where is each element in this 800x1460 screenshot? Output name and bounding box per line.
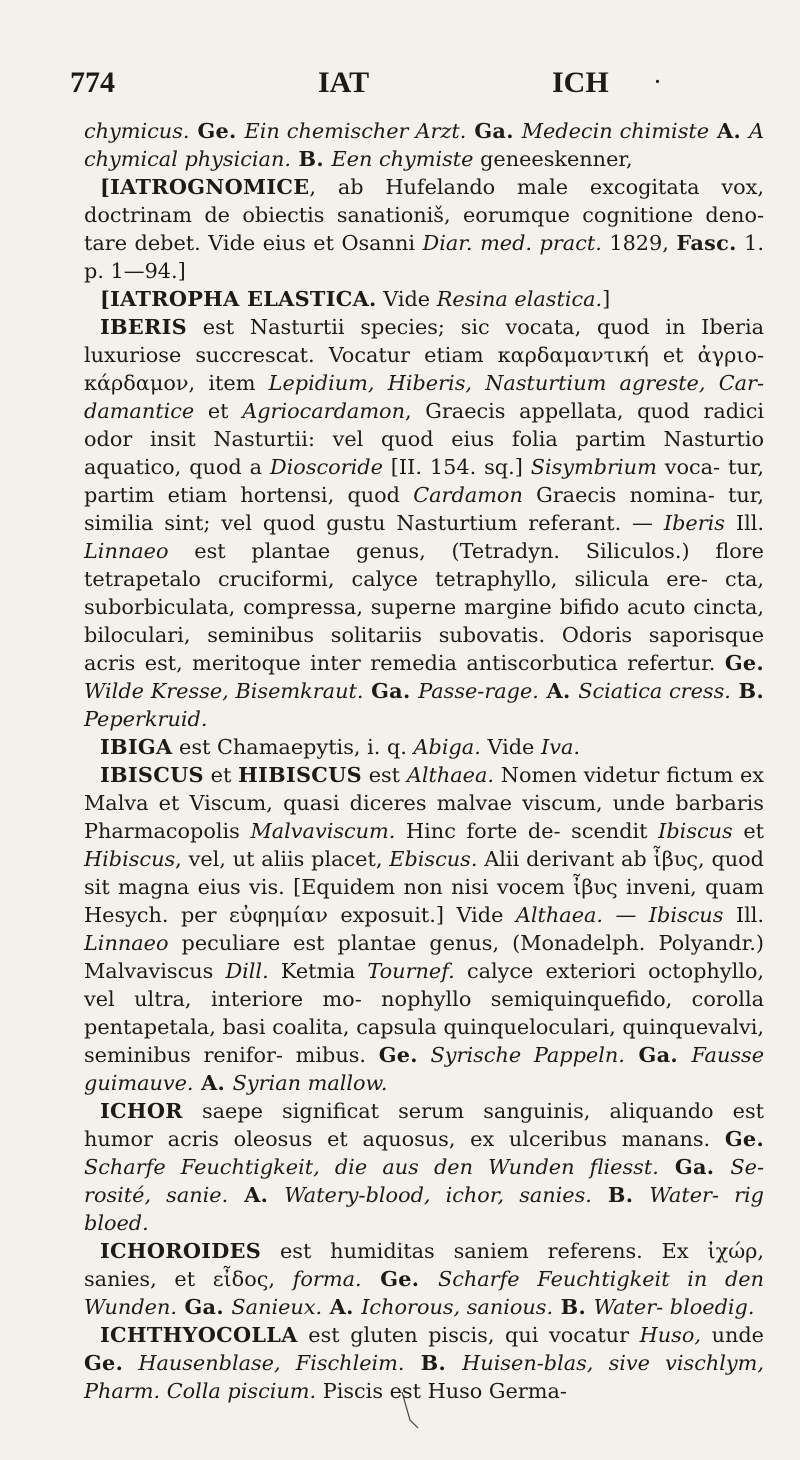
entry-text: Hinc forte de- scendit	[395, 819, 659, 843]
bottom-margin-mark	[400, 1390, 420, 1430]
entry-text: Linnaeo	[84, 539, 169, 563]
entry-text: Dioscoride	[269, 455, 383, 479]
entry-text: B.	[591, 1182, 650, 1207]
entry-text: Lepidium, Hiberis, Nasturtium agreste, Car- damantice	[84, 371, 764, 423]
entry-text: 1829,	[601, 231, 677, 255]
dictionary-entry	[84, 1097, 764, 1237]
entry-text: [II. 154. sq.]	[382, 455, 531, 479]
entry-text: Sciatica cress.	[578, 679, 731, 703]
entry-text: Een chymiste	[331, 147, 474, 171]
entry-text: est Chamaepytis, i. q.	[172, 735, 414, 759]
entry-text: , ab Hufelando male excogitata vox, doctrinam de obiectis sanationiš, eorumque cognitione deno- tare debet. Vide eius et Osanni	[84, 175, 764, 255]
entry-headword: ICHOR	[100, 1098, 183, 1123]
entry-text: Althaea.	[515, 903, 604, 927]
entry-text: B.	[290, 146, 332, 171]
entry-text: Ga.	[363, 678, 419, 703]
entry-text: Ichorous, sanious.	[361, 1295, 554, 1319]
entry-text: A.	[709, 118, 749, 143]
right-guide-word: ICH	[552, 66, 609, 99]
entry-text: et	[732, 819, 765, 843]
entry-text: Passe-rage.	[418, 679, 539, 703]
entry-text: A.	[228, 1182, 285, 1207]
entry-text: Abiga.	[413, 735, 481, 759]
entry-text: Scharfe Feuchtigkeit, die aus den Wunden fliesst.	[84, 1155, 659, 1179]
page-number: 774	[70, 66, 115, 99]
entry-headword: [IATROGNOMICE	[100, 174, 310, 199]
entry-text: unde	[700, 1323, 764, 1347]
entry-text: Ill.	[724, 511, 764, 535]
entry-text: Agriocardamon	[242, 399, 405, 423]
entry-text: Nomen videtur fictum ex Malva et Viscum, quasi diceres malvae viscum, unde barbaris Pharmacopolis	[84, 763, 765, 843]
entry-text: Scharfe Feuchtigkeit in den Wunden.	[84, 1267, 764, 1319]
entry-text: Water- rig bloed.	[84, 1183, 764, 1235]
entry-text	[418, 1043, 431, 1067]
entry-headword: IBIGA	[100, 734, 173, 759]
entry-text: Syrian mallow.	[232, 1071, 388, 1095]
entry-text: Ibiscus	[648, 903, 724, 927]
entry-text: Vide	[376, 287, 437, 311]
entry-text: B.	[553, 1294, 594, 1319]
entry-text: est gluten piscis, qui vocatur	[297, 1323, 640, 1347]
dictionary-entry	[84, 313, 764, 733]
entry-text: Ketmia	[268, 959, 368, 983]
entry-headword: HIBISCUS	[238, 762, 362, 787]
entry-text: A chymical physician.	[84, 119, 764, 171]
dictionary-entry	[84, 285, 764, 313]
entry-text: Piscis est Huso Germa-	[316, 1379, 567, 1403]
entry-text: Ge.	[724, 650, 764, 675]
entry-text: Iberis	[663, 511, 725, 535]
entry-text: et	[203, 763, 239, 787]
entry-text: B.	[404, 1350, 463, 1375]
entry-text: Vide	[480, 735, 541, 759]
entry-text: 1. p. 1—94.]	[84, 231, 764, 283]
dictionary-entry	[84, 1321, 764, 1405]
entry-text: Huso,	[639, 1323, 701, 1347]
entry-text: Hibiscus	[84, 847, 176, 871]
dictionary-text-column	[84, 117, 764, 1405]
dictionary-entry	[84, 117, 764, 173]
entry-text: est humiditas saniem referens. Ex ἰχώρ, sanies, et εἶδος,	[84, 1239, 764, 1291]
entry-text: Ge.	[189, 118, 245, 143]
entry-text: A.	[538, 678, 579, 703]
entry-text: Resina elastica.	[436, 287, 603, 311]
entry-text: saepe significat serum sanguinis, aliquando est humor acris oleosus et aquosus, ex ulceribus manans.	[84, 1099, 764, 1151]
entry-text: Se- rosité, sanie.	[84, 1155, 764, 1207]
entry-text: Cardamon	[413, 483, 523, 507]
entry-text: geneeskenner,	[473, 147, 633, 171]
entry-text: Hausenblase, Fischleim.	[138, 1351, 405, 1375]
entry-text: chymicus.	[84, 119, 190, 143]
entry-text: Ibiscus	[658, 819, 733, 843]
entry-text: Sanieux.	[231, 1295, 323, 1319]
entry-text: ]	[602, 287, 611, 311]
entry-text: Peperkruid.	[84, 707, 208, 731]
entry-text: Malvaviscum.	[250, 819, 396, 843]
entry-text: Medecin chimiste	[521, 119, 710, 143]
entry-text: Alii derivant ab ἶβυς, quod sit magna eius vis. [Equidem non nisi vocem ἶβυς inveni, quam Hesych. per εὐφημίαν exposuit.] Vide	[84, 847, 764, 927]
entry-text: Water- bloedig.	[593, 1295, 755, 1319]
dictionary-entry	[84, 1237, 764, 1321]
entry-text: voca- tur, partim etiam hortensi, quod	[84, 455, 764, 507]
entry-text: Colla piscium.	[166, 1379, 317, 1403]
entry-text: , vel, ut aliis placet,	[175, 847, 390, 871]
entry-text: Ein chemischer Arzt.	[244, 119, 467, 143]
entry-text: Huisen-blas, sive vischlym,	[462, 1351, 764, 1375]
entry-text: Sisymbrium	[530, 455, 657, 479]
running-header	[70, 66, 770, 106]
entry-text: Iva.	[540, 735, 580, 759]
entry-text: Ebiscus.	[389, 847, 478, 871]
entry-headword: ICHOROIDES	[100, 1238, 262, 1263]
entry-text: Ga.	[658, 1154, 731, 1179]
entry-text: Graecis nomina- tur, similia sint; vel quod gustu Nasturtium referant. —	[84, 483, 764, 535]
entry-text: et	[194, 399, 243, 423]
entry-headword: ICHTHYOCOLLA	[100, 1322, 298, 1347]
entry-text: peculiare est plantae genus, (Monadelph. Polyandr.) Malvaviscus	[84, 931, 764, 983]
entry-text	[160, 1379, 167, 1403]
entry-text: Ga.	[176, 1294, 232, 1319]
entry-text: Ge.	[84, 1350, 124, 1375]
dictionary-entry	[84, 761, 764, 1097]
entry-text: Ga.	[624, 1042, 692, 1067]
entry-text: A.	[322, 1294, 362, 1319]
entry-text: Dill.	[225, 959, 269, 983]
entry-headword: IBISCUS	[100, 762, 204, 787]
entry-text: A.	[193, 1070, 233, 1095]
entry-text: Linnaeo	[84, 931, 169, 955]
entry-text: forma.	[292, 1267, 362, 1291]
entry-text: Watery-blood, ichor, sanies.	[284, 1183, 592, 1207]
entry-text: —	[603, 903, 649, 927]
entry-text: Tournef.	[367, 959, 455, 983]
left-guide-word: IAT	[318, 66, 370, 99]
entry-text: calyce exteriori octophyllo, vel ultra, interiore mo- nophyllo semiquinquefido, corolla pentapetala, basi coalita, capsula quinqueloculari, quinquevalvi, seminibus renifor- mibus.	[84, 959, 764, 1067]
entry-text: Ge.	[361, 1266, 438, 1291]
entry-text: Ill.	[723, 903, 764, 927]
entry-headword: IBERIS	[100, 314, 187, 339]
entry-text: Diar. med. pract.	[422, 231, 602, 255]
entry-text: est	[361, 763, 407, 787]
entry-text: , Graecis appellata, quod radici odor insit Nasturtii: vel quod eius folia partim Nasturtio aquatico, quod a	[84, 399, 764, 479]
entry-text: est Nasturtii species; sic vocata, quod in Iberia luxuriose succrescat. Vocatur etiam καρδαμαντική et ἀγριο- κάρδαμον, item	[84, 315, 764, 395]
dictionary-entry	[84, 733, 764, 761]
entry-text: Ge.	[724, 1126, 764, 1151]
entry-text: Ge.	[378, 1042, 418, 1067]
entry-text: Fausse guimauve.	[84, 1043, 764, 1095]
entry-text: est plantae genus, (Tetradyn. Siliculos.) flore tetrapetalo cruciformi, calyce tetraphyllo, silicula ere- cta, suborbiculata, compressa, superne margine bifido acuto cincta, biloculari, seminibus solitariis subovatis. Odoris saporisque acris est, meritoque inter remedia antiscorbutica refertur.	[84, 539, 764, 675]
header-mark: .	[655, 66, 660, 88]
entry-text: Althaea.	[406, 763, 494, 787]
entry-headword: Fasc.	[676, 230, 737, 255]
entry-headword: [IATROPHA ELASTICA.	[100, 286, 377, 311]
entry-text: Pharm.	[84, 1379, 161, 1403]
entry-text: Syrische Pappeln.	[430, 1043, 625, 1067]
dictionary-entry	[84, 173, 764, 285]
entry-text	[123, 1351, 138, 1375]
entry-text: Wilde Kresse, Bisemkraut.	[84, 679, 364, 703]
entry-text: B.	[730, 678, 764, 703]
entry-text: Ga.	[466, 118, 522, 143]
